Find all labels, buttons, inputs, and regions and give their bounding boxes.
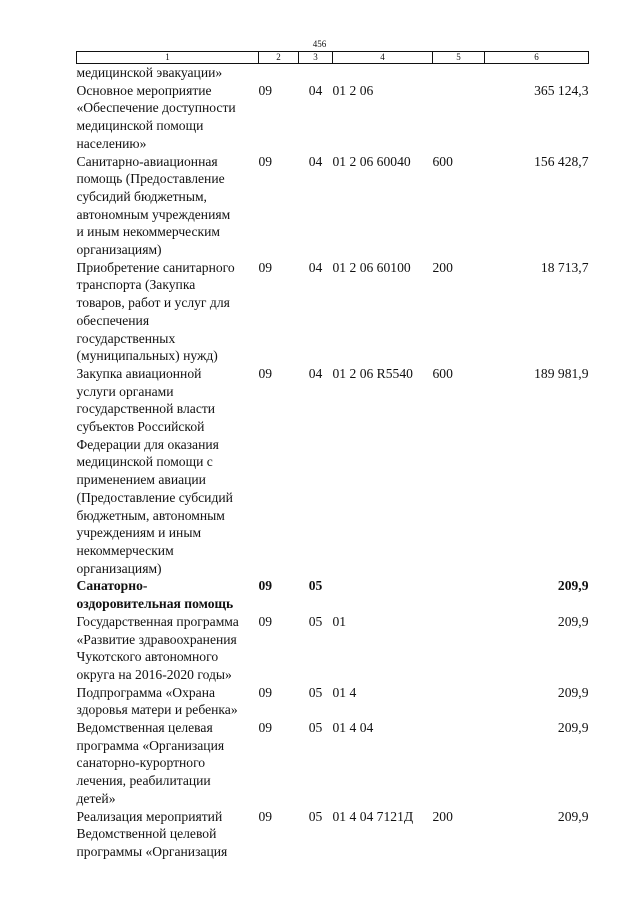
- row-amount: 209,9: [557, 613, 589, 629]
- row-name-line: здоровья матери и ребенка»: [76, 702, 238, 718]
- row-name-line: Чукотского автономного: [76, 649, 219, 665]
- row-name-line: автономным учреждениям: [76, 206, 231, 222]
- row-name-line: (Предоставление субсидий: [76, 489, 233, 505]
- column-header-subsection: 3: [299, 52, 333, 64]
- row-name-line: Основное мероприятие: [76, 82, 212, 98]
- row-subsection: 05: [308, 578, 323, 594]
- row-target-item: 01 2 06 60100: [332, 259, 411, 275]
- row-name-line: Закупка авиационной: [76, 365, 202, 381]
- row-section: 09: [258, 259, 273, 275]
- row-name: [77, 684, 259, 719]
- row-expense-type: [433, 64, 485, 82]
- row-target-item: 01 4 04 7121Д: [332, 808, 414, 824]
- column-header-name: 1: [77, 52, 259, 64]
- row-amount: 365 124,3: [534, 82, 589, 98]
- row-name-line: бюджетным, автономным: [76, 507, 225, 523]
- row-section: 09: [258, 82, 273, 98]
- column-header-expense-type: 5: [433, 52, 485, 64]
- row-section: 09: [258, 153, 273, 169]
- row-amount: 156 428,7: [534, 153, 589, 169]
- column-header-amount: 6: [485, 52, 589, 64]
- row-name-line: товаров, работ и услуг для: [76, 295, 230, 311]
- row-name-line: Федерации для оказания: [76, 436, 219, 452]
- row-amount: 209,9: [557, 578, 589, 594]
- row-target-item: 01 4 04: [332, 720, 374, 736]
- row-name-line: детей»: [76, 790, 116, 806]
- row-name-line: (муниципальных) нужд): [76, 348, 218, 364]
- row-name-line: населению»: [76, 135, 147, 151]
- row-name-line: услуги органами: [76, 383, 174, 399]
- row-section: [259, 64, 299, 82]
- row-expense-type: [433, 719, 485, 808]
- table-row: [77, 259, 589, 365]
- row-name: [77, 64, 259, 82]
- row-expense-type: [433, 82, 485, 153]
- row-amount: [485, 64, 589, 82]
- table-row: [77, 684, 589, 719]
- table-row: [77, 613, 589, 684]
- row-name-line: Государственная программа: [76, 613, 239, 629]
- row-subsection: 05: [308, 808, 323, 824]
- row-subsection: [299, 64, 333, 82]
- row-subsection: 04: [308, 153, 323, 169]
- row-name-line: санаторно-курортного: [76, 755, 206, 771]
- row-amount: 209,9: [557, 684, 589, 700]
- row-target-item: 01 4: [332, 684, 357, 700]
- row-expense-type: [433, 684, 485, 719]
- row-name: [77, 82, 259, 153]
- row-name-line: применением авиации: [76, 472, 206, 488]
- row-name-line: субъектов Российской: [76, 419, 205, 435]
- row-name-line: медицинской эвакуации»: [76, 65, 223, 80]
- row-name-line: округа на 2016-2020 годы»: [76, 666, 232, 682]
- row-target-item: 01 2 06 R5540: [332, 365, 413, 381]
- row-section: 09: [258, 365, 273, 381]
- row-subsection: 04: [308, 82, 323, 98]
- row-name: [77, 808, 259, 861]
- table-row: [77, 153, 589, 259]
- row-name-line: оздоровительная помощь: [76, 596, 234, 612]
- row-section: 09: [258, 613, 273, 629]
- budget-table-body: [77, 64, 589, 861]
- row-name-line: обеспечения: [76, 312, 150, 328]
- row-name-line: транспорта (Закупка: [76, 277, 196, 293]
- row-target-item: 01 2 06 60040: [332, 153, 411, 169]
- row-expense-type: 200: [432, 808, 453, 824]
- row-subsection: 04: [308, 365, 323, 381]
- row-expense-type: [433, 613, 485, 684]
- table-row: [77, 82, 589, 153]
- row-name-line: «Развитие здравоохранения: [76, 631, 237, 647]
- row-subsection: 04: [308, 259, 323, 275]
- row-name-line: лечения, реабилитации: [76, 773, 211, 789]
- row-target-item: [333, 64, 433, 82]
- row-expense-type: 600: [432, 365, 453, 381]
- row-section: 09: [258, 808, 273, 824]
- row-name-line: программы «Организация: [76, 843, 228, 859]
- row-name-line: медицинской помощи с: [76, 454, 213, 470]
- budget-table: [76, 51, 589, 861]
- row-amount: 189 981,9: [534, 365, 589, 381]
- row-name-line: помощь (Предоставление: [76, 171, 225, 187]
- row-name-line: организациям): [76, 560, 162, 576]
- row-expense-type: [433, 577, 485, 612]
- row-target-item: 01: [332, 613, 347, 629]
- row-amount: 209,9: [557, 808, 589, 824]
- table-row: [77, 808, 589, 861]
- column-header-target-item: 4: [333, 52, 433, 64]
- row-name-line: субсидий бюджетным,: [76, 188, 207, 204]
- row-name-line: Подпрограмма «Охрана: [76, 684, 216, 700]
- row-subsection: 05: [308, 720, 323, 736]
- row-name: [77, 577, 259, 612]
- row-section: 09: [258, 720, 273, 736]
- row-name-line: государственной власти: [76, 401, 216, 417]
- row-name-line: «Обеспечение доступности: [76, 100, 236, 116]
- table-row: [77, 365, 589, 577]
- row-name-line: Ведомственная целевая: [76, 720, 213, 736]
- row-name-line: Санаторно-: [76, 578, 148, 594]
- row-name-line: медицинской помощи: [76, 118, 204, 134]
- table-row: [77, 719, 589, 808]
- column-header-section: 2: [259, 52, 299, 64]
- row-name: [77, 153, 259, 259]
- row-target-item: [333, 577, 433, 612]
- row-name-line: учреждениям и иным: [76, 525, 202, 541]
- row-name-line: Приобретение санитарного: [76, 259, 235, 275]
- row-section: 09: [258, 684, 273, 700]
- table-row: [77, 577, 589, 612]
- row-name-line: и иным некоммерческим: [76, 224, 221, 240]
- page-number: 456: [312, 39, 327, 49]
- row-target-item: 01 2 06: [332, 82, 374, 98]
- column-header-row: [77, 52, 589, 64]
- row-name: [77, 365, 259, 577]
- row-name: [77, 259, 259, 365]
- row-name-line: государственных: [76, 330, 176, 346]
- row-name: [77, 719, 259, 808]
- row-expense-type: 600: [432, 153, 453, 169]
- row-expense-type: 200: [432, 259, 453, 275]
- row-name-line: Ведомственной целевой: [76, 826, 217, 842]
- row-subsection: 05: [308, 613, 323, 629]
- row-subsection: 05: [308, 684, 323, 700]
- row-name-line: Реализация мероприятий: [76, 808, 223, 824]
- row-name: [77, 613, 259, 684]
- row-amount: 209,9: [557, 720, 589, 736]
- table-row: [77, 64, 589, 82]
- row-name-line: организациям): [76, 242, 162, 258]
- row-section: 09: [258, 578, 273, 594]
- row-name-line: некоммерческим: [76, 542, 174, 558]
- row-amount: 18 713,7: [540, 259, 589, 275]
- row-name-line: программа «Организация: [76, 737, 225, 753]
- row-name-line: Санитарно-авиационная: [76, 153, 218, 169]
